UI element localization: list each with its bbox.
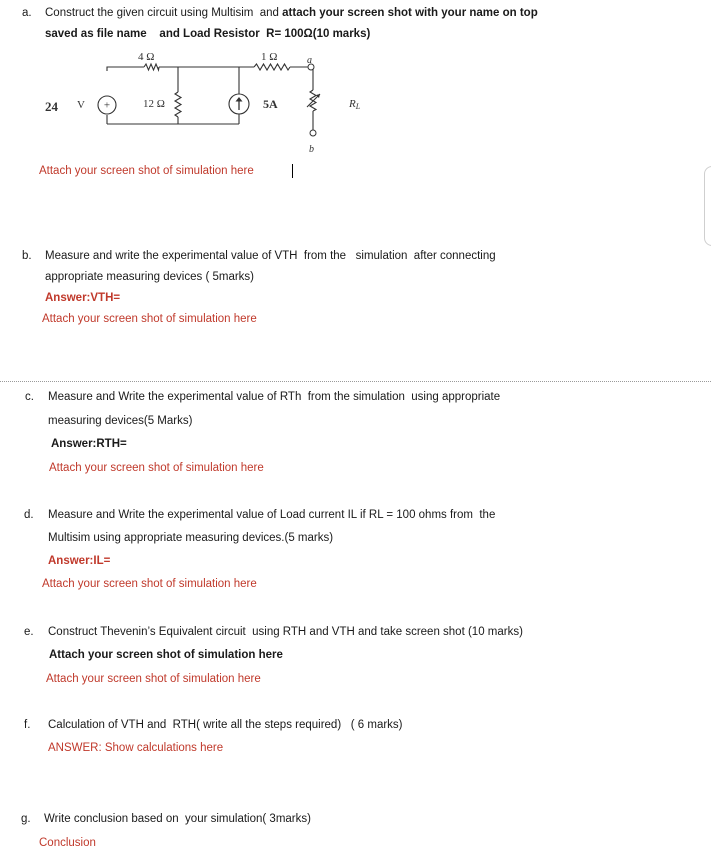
answer-il[interactable]: Answer:IL= xyxy=(48,555,111,567)
question-e-text: Construct Thevenin’s Equivalent circuit using RTH and VTH and take screen shot (10 marks) xyxy=(48,626,523,638)
resistor-1ohm xyxy=(254,64,290,70)
terminal-b-node xyxy=(310,130,316,136)
r2-label: 12 Ω xyxy=(143,98,165,110)
resistor-4ohm xyxy=(144,64,159,70)
terminal-b-label: b xyxy=(309,144,314,155)
question-f-letter: f. xyxy=(24,719,31,731)
attach-screenshot-c[interactable]: Attach your screen shot of simulation here xyxy=(49,462,264,474)
question-a-text-plain: Construct the given circuit using Multisim and xyxy=(45,7,283,19)
question-b-text: Measure and write the experimental value of VTH from the simulation after connecting xyxy=(45,250,496,262)
current-source-label: 5A xyxy=(263,97,278,111)
voltage-plus-sign: + xyxy=(103,99,111,112)
load-label xyxy=(348,98,361,111)
wire-top-left xyxy=(107,67,144,71)
answer-vth[interactable]: Answer:VTH= xyxy=(45,292,121,304)
r3-label: 1 Ω xyxy=(261,51,278,63)
question-d-text: Measure and Write the experimental value of Load current IL if RL = 100 ohms from the xyxy=(48,509,496,521)
question-a-letter: a. xyxy=(22,7,32,19)
source-voltage-value: 24 xyxy=(45,99,58,114)
r1-label: 4 Ω xyxy=(138,51,155,63)
answer-calculations[interactable]: ANSWER: Show calculations here xyxy=(48,742,224,754)
question-e-attach-bold: Attach your screen shot of simulation here xyxy=(49,649,283,661)
question-a-line2: saved as file name and Load Resistor R= 100Ω(10 marks) xyxy=(45,28,371,40)
resistor-12ohm xyxy=(175,92,181,117)
attach-screenshot-d[interactable]: Attach your screen shot of simulation here xyxy=(42,578,257,590)
question-g-letter: g. xyxy=(21,813,31,825)
question-d-letter: d. xyxy=(24,509,34,521)
text-cursor xyxy=(292,164,293,178)
question-f-text: Calculation of VTH and RTH( write all the steps required) ( 6 marks) xyxy=(48,719,403,731)
answer-rth[interactable]: Answer:RTH= xyxy=(51,438,127,450)
terminal-a-label: a xyxy=(307,55,312,66)
question-a-text xyxy=(45,7,538,19)
circuit-diagram xyxy=(30,44,390,156)
question-d-line2: Multisim using appropriate measuring devices.(5 marks) xyxy=(48,532,334,544)
question-b-line2: appropriate measuring devices ( 5marks) xyxy=(45,271,255,283)
source-voltage-unit: V xyxy=(77,99,85,111)
load-label-main: R xyxy=(349,98,356,110)
question-b-letter: b. xyxy=(22,250,32,262)
question-c-letter: c. xyxy=(25,391,34,403)
page-break-divider xyxy=(0,381,711,382)
question-a-text-bold: attach your screen shot with your name on top xyxy=(282,7,538,19)
question-c-text: Measure and Write the experimental value of RTh from the simulation using appropriate xyxy=(48,391,501,403)
attach-screenshot-a[interactable]: Attach your screen shot of simulation here xyxy=(39,165,254,177)
attach-screenshot-b[interactable]: Attach your screen shot of simulation here xyxy=(42,313,257,325)
question-g-text: Write conclusion based on your simulation( 3marks) xyxy=(44,813,311,825)
page-edge-decoration xyxy=(704,166,711,246)
attach-screenshot-e[interactable]: Attach your screen shot of simulation here xyxy=(46,673,261,685)
question-e-letter: e. xyxy=(24,626,34,638)
answer-conclusion[interactable]: Conclusion xyxy=(39,837,96,849)
question-c-line2: measuring devices(5 Marks) xyxy=(48,415,193,427)
load-label-sub: L xyxy=(355,102,361,111)
